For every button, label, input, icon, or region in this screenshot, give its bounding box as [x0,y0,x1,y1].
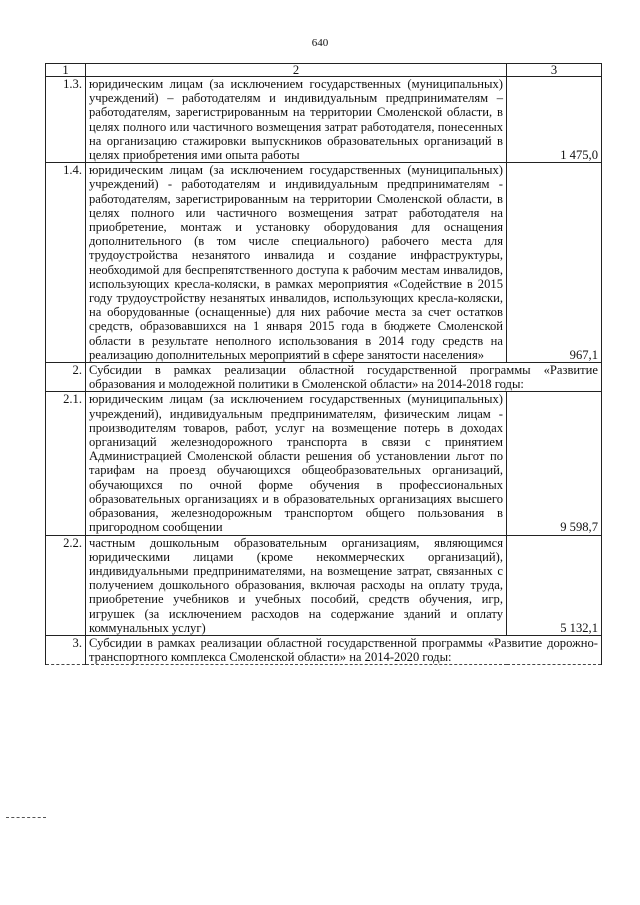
row-number: 1.3. [46,77,86,163]
page-number: 640 [311,37,329,49]
row-amount: 967,1 [507,163,602,363]
row-amount: 1 475,0 [507,77,602,163]
section-heading: Субсидии в рамках реализации областной государственной программы «Развитие образования и молодежной политики в Смоленской области» на 2014-2018 годы: [86,363,602,392]
table-row [46,163,602,363]
row-description: юридическим лицам (за исключением государственных (муниципальных) учреждений) - работодателям и индивидуальным предпринимателям - работодателям, зарегистрированным на территории Смоленской области, в целях полного или частичного возмещения затрат работодателя на приобретение, монтаж и установку оборудования для оснащения дополнительного (в том числе специального) рабочего места для трудоустройства незанятого инвалида и создание инфраструктуры, необходимой для беспрепятственного доступа к рабочим местам инвалидов, использующих кресла-коляски, в рамках мероприятия «Содействие в 2015 году трудоустройству незанятых инвалидов, использующих кресла-коляски, на оборудованные (оснащенные) для них рабочие места за счет остатков средств, образовавшихся на 1 января 2015 года в бюджете Смоленской области в результате неполного использования в 2014 году средств на реализацию дополнительных мероприятий в сфере занятости населения» [86,163,507,363]
table-row [46,535,602,635]
section-heading: Субсидии в рамках реализации областной государственной программы «Развитие дорожно-транспортного комплекса Смоленской области» на 2014-2020 годы: [86,635,602,664]
table-row-section [46,635,602,664]
header-col-description: 2 [86,64,507,77]
row-number: 1.4. [46,163,86,363]
row-amount: 5 132,1 [507,535,602,635]
table-row [46,77,602,163]
row-number: 3. [46,635,86,664]
row-description: частным дошкольным образовательным организациям, являющимся юридическими лицами (кроме некоммерческих организаций), индивидуальными предпринимателями, на возмещение затрат, связанных с получением дошкольного образования, включая расходы на оплату труда, приобретение учебников и учебных пособий, средств обучения, игр, игрушек (за исключением расходов на содержание зданий и оплату коммунальных услуг) [86,535,507,635]
row-number: 2.1. [46,392,86,535]
table-row-section [46,363,602,392]
page-break-dashes [6,817,46,818]
header-col-number: 1 [46,64,86,77]
row-amount: 9 598,7 [507,392,602,535]
row-description: юридическим лицам (за исключением государственных (муниципальных) учреждений), индивидуальным предпринимателям, физическим лицам - производителям товаров, работ, услуг на возмещение потерь в доходах организаций железнодорожного транспорта в связи с принятием Администрацией Смоленской области решения об установлении льгот по тарифам на проезд обучающихся общеобразовательных организаций, обучающихся по очной форме обучения в профессиональных образовательных организациях и в образовательных организациях высшего образования, железнодорожным транспортом общего пользования в пригородном сообщении [86,392,507,535]
table-header-row [46,64,602,77]
header-col-amount: 3 [507,64,602,77]
table-row [46,392,602,535]
row-number: 2.2. [46,535,86,635]
subsidies-table [45,63,602,665]
row-number: 2. [46,363,86,392]
row-description: юридическим лицам (за исключением государственных (муниципальных) учреждений) – работодателям и индивидуальным предпринимателям – работодателям, зарегистрированным на территории Смоленской области, в целях полного или частичного возмещения затрат работодателя, понесенных на организацию стажировки выпускников образовательных организаций в целях приобретения ими опыта работы [86,77,507,163]
